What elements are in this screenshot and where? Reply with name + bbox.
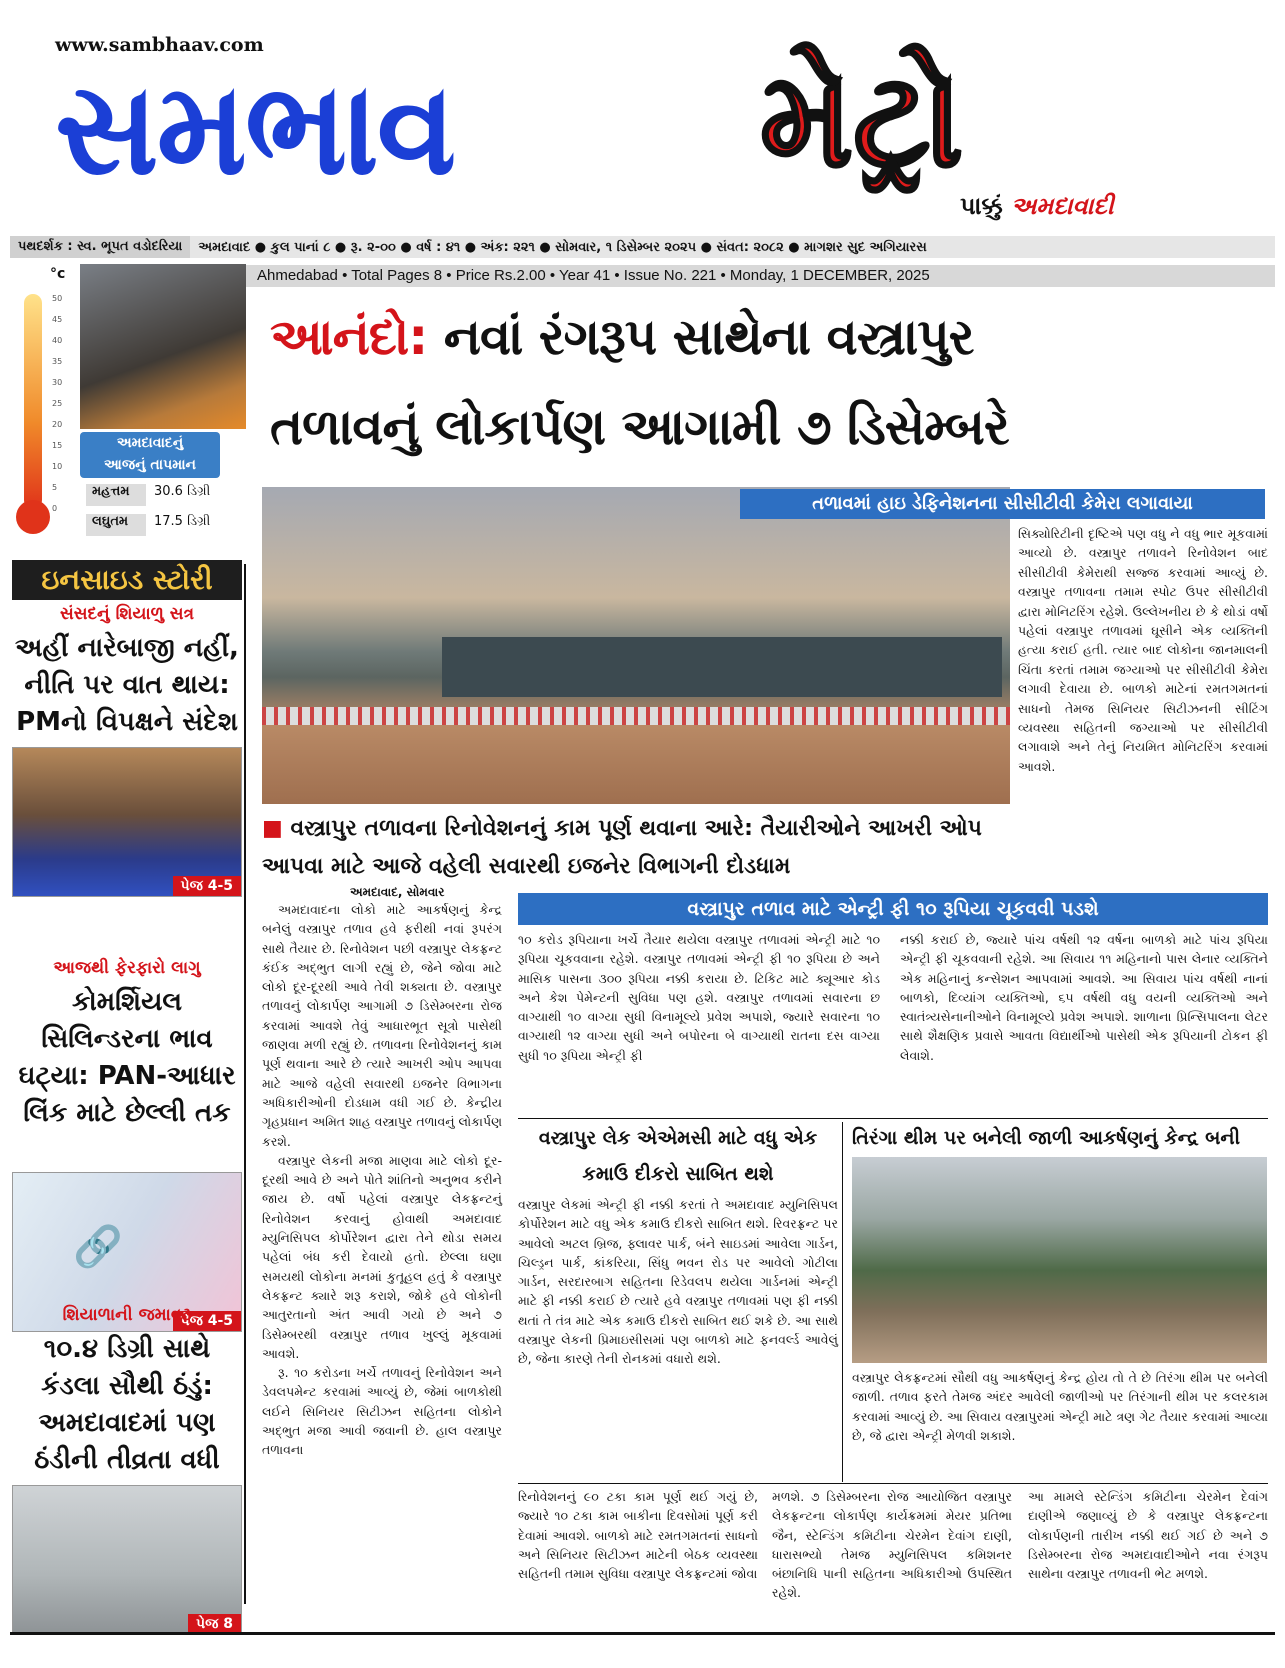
footer-rule [10, 1632, 1275, 1635]
weather-box [10, 264, 246, 564]
headline-part: નવાં રંગરૂપ સાથેના વસ્ત્રાપુર [427, 308, 974, 366]
dateline: અમદાવાદ, સોમવાર [350, 885, 445, 899]
info-bar-english: Ahmedabad • Total Pages 8 • Price Rs.2.00 • Year 41 • Issue No. 221 • Monday, 1 DECEMBER, 2025 [245, 265, 1275, 287]
masthead-title-right: મેટ્રો [760, 43, 964, 197]
subhead-text: વસ્ત્રાપુર તળાવના રિનોવેશનનું કામ પૂર્ણ થવાના આરે: તૈયારીઓને આખરી ઓપ આપવા માટે આજે વહેલી સવારથી ઇજનેર વિભાગની દોડધામ [262, 816, 982, 879]
story1-kicker: સંસદનું શિયાળુ સત્ર [59, 604, 195, 624]
story2-page-tag[interactable]: પેજ 4-5 [173, 1311, 242, 1331]
entry-fee-col1: ૧૦ કરોડ રૂપિયાના ખર્ચે તૈયાર થયેલા વસ્ત્રાપુર તળાવમાં એન્ટ્રી માટે ૧૦ રૂપિયા ચૂકવવાના રહેશે. વસ્ત્રાપુર તળાવમાં એન્ટ્રી ફી ૧૦ રૂપિયા છે અને માસિક પાસના ૩૦૦ રૂપિયા નક્કી કરાયા છે. ટિકિટ માટે ક્યૂઆર કોડ અને કેશ પેમેન્ટની સુવિધા પણ હશે. વસ્ત્રાપુર તળાવમાં સવારના છ વાગ્યાથી ૧૦ વાગ્યા સુધી વિનામૂલ્યે પ્રવેશ અપાશે, જ્યારે સવારના ૧૦ વાગ્યાથી ૧૨ વાગ્યા સુધી અને બપોરના બે વાગ્યાથી રાતના દસ વાગ્યા સુધી ૧૦ રૂપિયા એન્ટ્રી ફી [518, 932, 880, 1063]
story3-photo [12, 1485, 242, 1635]
cctv-banner: તળાવમાં હાઇ ડેફિનેશનના સીસીટીવી કેમેરા લગાવાયા [740, 489, 1265, 519]
tagline-part-b: અમદાવાદી [1010, 192, 1114, 220]
thermometer-tick-label: 35 [52, 357, 63, 366]
body-para-1: અમદાવાદના લોકો માટે આકર્ષણનું કેન્દ્ર બનેલું વસ્ત્રાપુર તળાવ હવે ફરીથી નવાં રૂપરંગ સાથે તૈયાર છે. રિનોવેશન પછી વસ્ત્રાપુર લેકફ્રન્ટ કંઈક અદ્ભુત લાગી રહ્યું છે, જેને જોવા માટે લોકો દૂર-દૂરથી આવે તેવી શક્યતા છે. વસ્ત્રાપુર તળાવનું લોકાર્પણ આગામી ૭ ડિસેમ્બરના રોજ કરવામાં આવશે તેવું આધારભૂત સૂત્રો પાસેથી જાણવા મળી રહ્યું છે. તળાવના રિનોવેશનનું કામ પૂર્ણ થવાના આરે છે ત્યારે આખરી ઓપ આપવા માટે આજે વહેલી સવારથી ઇજનેર વિભાગના અધિકારીઓની દોડધામ વધી ગઈ છે. કેન્દ્રીય ગૃહપ્રધાન અમિત શાહ વસ્ત્રાપુર તળાવનું લોકાર્પણ કરશે. [262, 902, 502, 1149]
story3-headline[interactable]: ૧૦.૪ ડિગ્રી સાથે કંડલા સૌથી ઠંડું: અમદાવાદમાં પણ ઠંડીની તીવ્રતા વધી [34, 1334, 220, 1475]
badge-line2: આજનું તાપમાન [104, 457, 196, 473]
inside-story-2[interactable] [12, 958, 242, 1332]
bullet-square-icon: ■ [262, 816, 291, 841]
thermometer-tick-label: 15 [52, 441, 63, 450]
inside-story-1[interactable] [12, 604, 242, 897]
thermometer-tick-label: 10 [52, 462, 63, 471]
lake-railing [262, 707, 1010, 725]
entry-fee-banner: વસ્ત્રાપુર તળાવ માટે એન્ટ્રી ફી ૧૦ રૂપિયા ચૂકવવી પડશે [518, 893, 1268, 925]
headline-red: આનંદો: [270, 308, 428, 366]
lake-photo [262, 487, 1010, 804]
inside-story-3[interactable] [12, 1305, 242, 1635]
headline-line2: તળાવનું લોકાર્પણ આગામી ૭ ડિસેમ્બરે [270, 398, 1009, 456]
earner-headline: વસ્ત્રાપુર લેક એએમસી માટે વધુ એક કમાઉ દીકરો સાબિત થશે [538, 1127, 818, 1185]
inside-story-heading: ઇનસાઇડ સ્ટોરી [12, 560, 242, 600]
story1-photo [12, 747, 242, 897]
story1-headline[interactable]: અહીં નારેબાજી નહીં, નીતિ પર વાત થાય: PMનો વિપક્ષને સંદેશ [15, 633, 239, 737]
bonfire-photo [80, 264, 246, 429]
divider [842, 1122, 843, 1482]
temperature-badge [80, 432, 220, 478]
founder-label: પથદર્શક : સ્વ. ભૂપત વડોદરિયા [10, 236, 190, 258]
thermometer-tick-label: 50 [52, 294, 63, 303]
temperature-unit: °c [50, 266, 66, 282]
tiranga-headline: તિરંગા થીમ પર બનેલી જાળી આકર્ષણનું કેન્દ્ર બની [852, 1127, 1241, 1149]
max-value: 30.6 ડિગ્રી [154, 484, 211, 499]
bottom-col-2: મળશે. ૭ ડિસેમ્બરના રોજ આયોજિત વસ્ત્રાપુર લેકફ્રન્ટના લોકાર્પણ કાર્યક્રમમાં મેયર પ્રતિભા જૈન, સ્ટેન્ડિંગ કમિટીના ચેરમેન દેવાંગ દાણી, ધારાસભ્યો તેમજ મ્યુનિસિપલ કમિશનર બંછાનિધિ પાની સહિતના અધિકારીઓ ઉપસ્થિત રહેશે. [772, 1489, 1012, 1601]
max-temp-row [86, 484, 242, 506]
info-bar-gujarati [10, 236, 1275, 258]
tiranga-article: વસ્ત્રાપુર લેકફ્રન્ટમાં સૌથી વધુ આકર્ષણનું કેન્દ્ર હોય તો તે છે તિરંગા થીમ પર બનેલી જાળી. તળાવ ફરતે તેમજ અંદર આવેલી જાળીઓ પર તિરંગાની થીમ પર કલરકામ કરવામાં આવ્યું છે. આ સિવાય વસ્ત્રાપુરમાં એન્ટ્રી માટે ત્રણ ગેટ તૈયાર કરવામાં આવ્યા છે, જે દ્વારા એન્ટ્રી મેળવી શકાશે. [852, 1370, 1268, 1443]
story1-page-tag[interactable]: પેજ 4-5 [173, 876, 242, 896]
masthead-tagline [960, 192, 1114, 220]
body-para-2: વસ્ત્રાપુર લેકની મજા માણવા માટે લોકો દૂર-દૂરથી આવે છે અને પોતે શાંતિનો અનુભવ કરીને જાય છે. વર્ષો પહેલાં વસ્ત્રાપુર લેકફ્રન્ટનું રિનોવેશન કરવાનું હોવાથી અમદાવાદ મ્યુનિસિપલ કોર્પોરેશન દ્વારા તેને થોડા સમય પહેલાં બંધ કરી દેવાયો હતો. છેલ્લા ઘણા સમયથી લોકોના મનમાં કુતૂહલ હતું કે વસ્ત્રાપુર લેકફ્રન્ટ ક્યારે શરૂ કરાશે, જોકે હવે લોકોની આતુરતાનો અંત આવી ગયો છે અને ૭ ડિસેમ્બરથી વસ્ત્રાપુર તળાવ ખુલ્લું મૂકવામાં આવશે. [262, 1152, 502, 1361]
issue-details: અમદાવાદ ● કુલ પાનાં ૮ ● રૂ. ૨-૦૦ ● વર્ષ : ૪૧ ● અંક: ૨૨૧ ● સોમવાર, ૧ ડિસેમ્બર ૨૦૨૫ ● સંવત: ૨૦૮૨ ● માગશર સુદ અગિયારસ [198, 239, 927, 255]
thermometer-tick-label: 25 [52, 399, 63, 408]
max-label: મહત્તમ [86, 484, 146, 506]
divider [518, 1118, 1268, 1119]
lake-water [442, 637, 1002, 697]
link-icon: 🔗 [73, 1224, 123, 1270]
lead-body-column [262, 900, 502, 1460]
thermometer-tick-label: 40 [52, 336, 63, 345]
story3-page-tag[interactable]: પેજ 8 [188, 1614, 241, 1634]
tagline-part-a: પાક્કું [960, 192, 1003, 220]
thermometer-icon [24, 294, 42, 509]
tiranga-photo [852, 1157, 1267, 1363]
lead-subhead [262, 810, 1010, 886]
thermometer-bulb-icon [16, 500, 50, 534]
min-label: લઘુતમ [86, 514, 146, 536]
thermometer-tick-label: 45 [52, 315, 63, 324]
thermometer-tick-label: 30 [52, 378, 63, 387]
thermometer-tick-label: 5 [52, 483, 58, 492]
badge-line1: અમદાવાદનું [116, 435, 184, 451]
lead-headline [270, 292, 1275, 472]
website-url[interactable]: www.sambhaav.com [55, 34, 264, 56]
story2-headline[interactable]: કોમર્શિયલ સિલિન્ડરના ભાવ ઘટ્યા: PAN-આધાર લિંક માટે છેલ્લી તક [18, 987, 236, 1128]
divider [518, 1483, 1268, 1484]
thermometer-tick-label: 20 [52, 420, 63, 429]
min-value: 17.5 ડિગ્રી [154, 514, 211, 529]
min-temp-row [86, 514, 242, 536]
bottom-col-3: આ મામલે સ્ટેન્ડિંગ કમિટીના ચેરમેન દેવાંગ દાણીએ જણાવ્યું છે કે વસ્ત્રાપુર લેકફ્રન્ટના લોકાર્પણની તારીખ નક્કી થઈ ગઈ છે અને ૭ ડિસેમ્બરના રોજ અમદાવાદીઓને નવા રંગરૂપ સાથેના વસ્ત્રાપુર તળાવની ભેટ મળશે. [1028, 1489, 1268, 1582]
masthead-title-left: સમભાવ [55, 55, 455, 204]
earner-article: વસ્ત્રાપુર લેકમાં એન્ટ્રી ફી નક્કી કરતાં તે અમદાવાદ મ્યુનિસિપલ કોર્પોરેશન માટે વધુ એક કમાઉ દીકરો સાબિત થશે. રિવરફ્રન્ટ પર આવેલો અટલ બ્રિજ, ફ્લાવર પાર્ક, બંને સાઇડમાં આવેલા ગાર્ડન, ચિલ્ડ્રન પાર્ક, કાંકરિયા, સિંધુ ભવન રોડ પર આવેલો ગોટીલા ગાર્ડન, સરદારબાગ સહિતના રિડેવલપ થયેલા ગાર્ડનમાં એન્ટ્રી માટે ફી નક્કી કરાઈ છે ત્યારે હવે વસ્ત્રાપુર તળાવમાં પણ ફી નક્કી થતાં તે તંત્ર માટે એક કમાઉ દીકરો સાબિત થઈ શકે છે. આ સાથે વસ્ત્રાપુર લેકની પ્રિમાઇસીસમાં પણ બાળકો માટે ફનવર્લ્ડ આવેલું છે, જેના કારણે તેની રોનકમાં વધારો થશે. [518, 1197, 838, 1367]
entry-fee-col2: નક્કી કરાઈ છે, જ્યારે પાંચ વર્ષથી ૧૨ વર્ષના બાળકો માટે પાંચ રૂપિયા એન્ટ્રી ફી ચૂકવવાની રહેશે. આ સિવાય ૧૧ મહિનાનો પાસ લેનાર વ્યક્તિને એક મહિનાનું કન્સેશન આપવામાં આવશે. આ સિવાય પાંચ વર્ષથી નાનાં બાળકો, દિવ્યાંગ વ્યક્તિઓ, ૬૫ વર્ષથી વધુ વયની વ્યક્તિઓ અને સ્વાતંત્ર્યસેનાનીઓને વિનામૂલ્યે પ્રવેશ અપાશે. શાળાના પ્રિન્સિપાલના લેટર સાથે શૈક્ષણિક પ્રવાસે આવતા વિદ્યાર્થીઓ પાસેથી એક રૂપિયાની ટોકન ફી લેવાશે. [900, 932, 1268, 1063]
story2-kicker: આજથી ફેરફારો લાગુ [53, 958, 201, 978]
cctv-article: સિક્યોરિટીની દૃષ્ટિએ પણ વધુ ને વધુ ભાર મૂકવામાં આવ્યો છે. વસ્ત્રાપુર તળાવને રિનોવેશન બાદ સીસીટીવી કેમેરાથી સજ્જ કરવામાં આવ્યું છે. વસ્ત્રાપુર તળાવના તમામ સ્પોટ ઉપર સીસીટીવી દ્વારા મોનિટરિંગ રહેશે. ઉલ્લેખનીય છે કે થોડાં વર્ષો પહેલાં વસ્ત્રાપુર તળાવમાં ઘૂસીને એક વ્યક્તિની હત્યા કરાઈ હતી. ત્યાર બાદ લોકોના જાનમાલની ચિંતા કરતાં તમામ જગ્યાઓ પર સીસીટીવી કેમેરા લગાવી દેવાયા છે. બાળકો માટેનાં રમતગમતનાં સાધનો તેમજ સિનિયર સિટીઝનની સીટિંગ વ્યવસ્થા સહિતની જગ્યાઓ પર સીસીટીવી લગાવાશે અને તેનું નિયમિત મોનિટરિંગ કરવામાં આવશે. [1018, 526, 1268, 774]
bottom-col-1: રિનોવેશનનું ૯૦ ટકા કામ પૂર્ણ થઈ ગયું છે, જ્યારે ૧૦ ટકા કામ બાકીના દિવસોમાં પૂર્ણ કરી દેવામાં આવશે. બાળકો માટે રમતગમતનાં સાધનો અને સિનિયર સિટીઝન માટેની બેઠક વ્યવસ્થા સહિતની તમામ સુવિધા વસ્ત્રાપુર લેકફ્રન્ટમાં જોવા [518, 1489, 758, 1582]
body-para-3: રૂ. ૧૦ કરોડના ખર્ચે તળાવનું રિનોવેશન અને ડેવલપમેન્ટ કરવામાં આવ્યું છે, જેમાં બાળકોથી લઈને સિનિયર સિટીઝન સહિતના લોકોને અદ્ભુત મજા આવી જવાની છે. હાલ વસ્ત્રાપુર તળાવના [262, 1365, 502, 1458]
thermometer-tick-label: 0 [52, 504, 58, 513]
story3-kicker: શિયાળાની જમાવટ [62, 1305, 192, 1325]
